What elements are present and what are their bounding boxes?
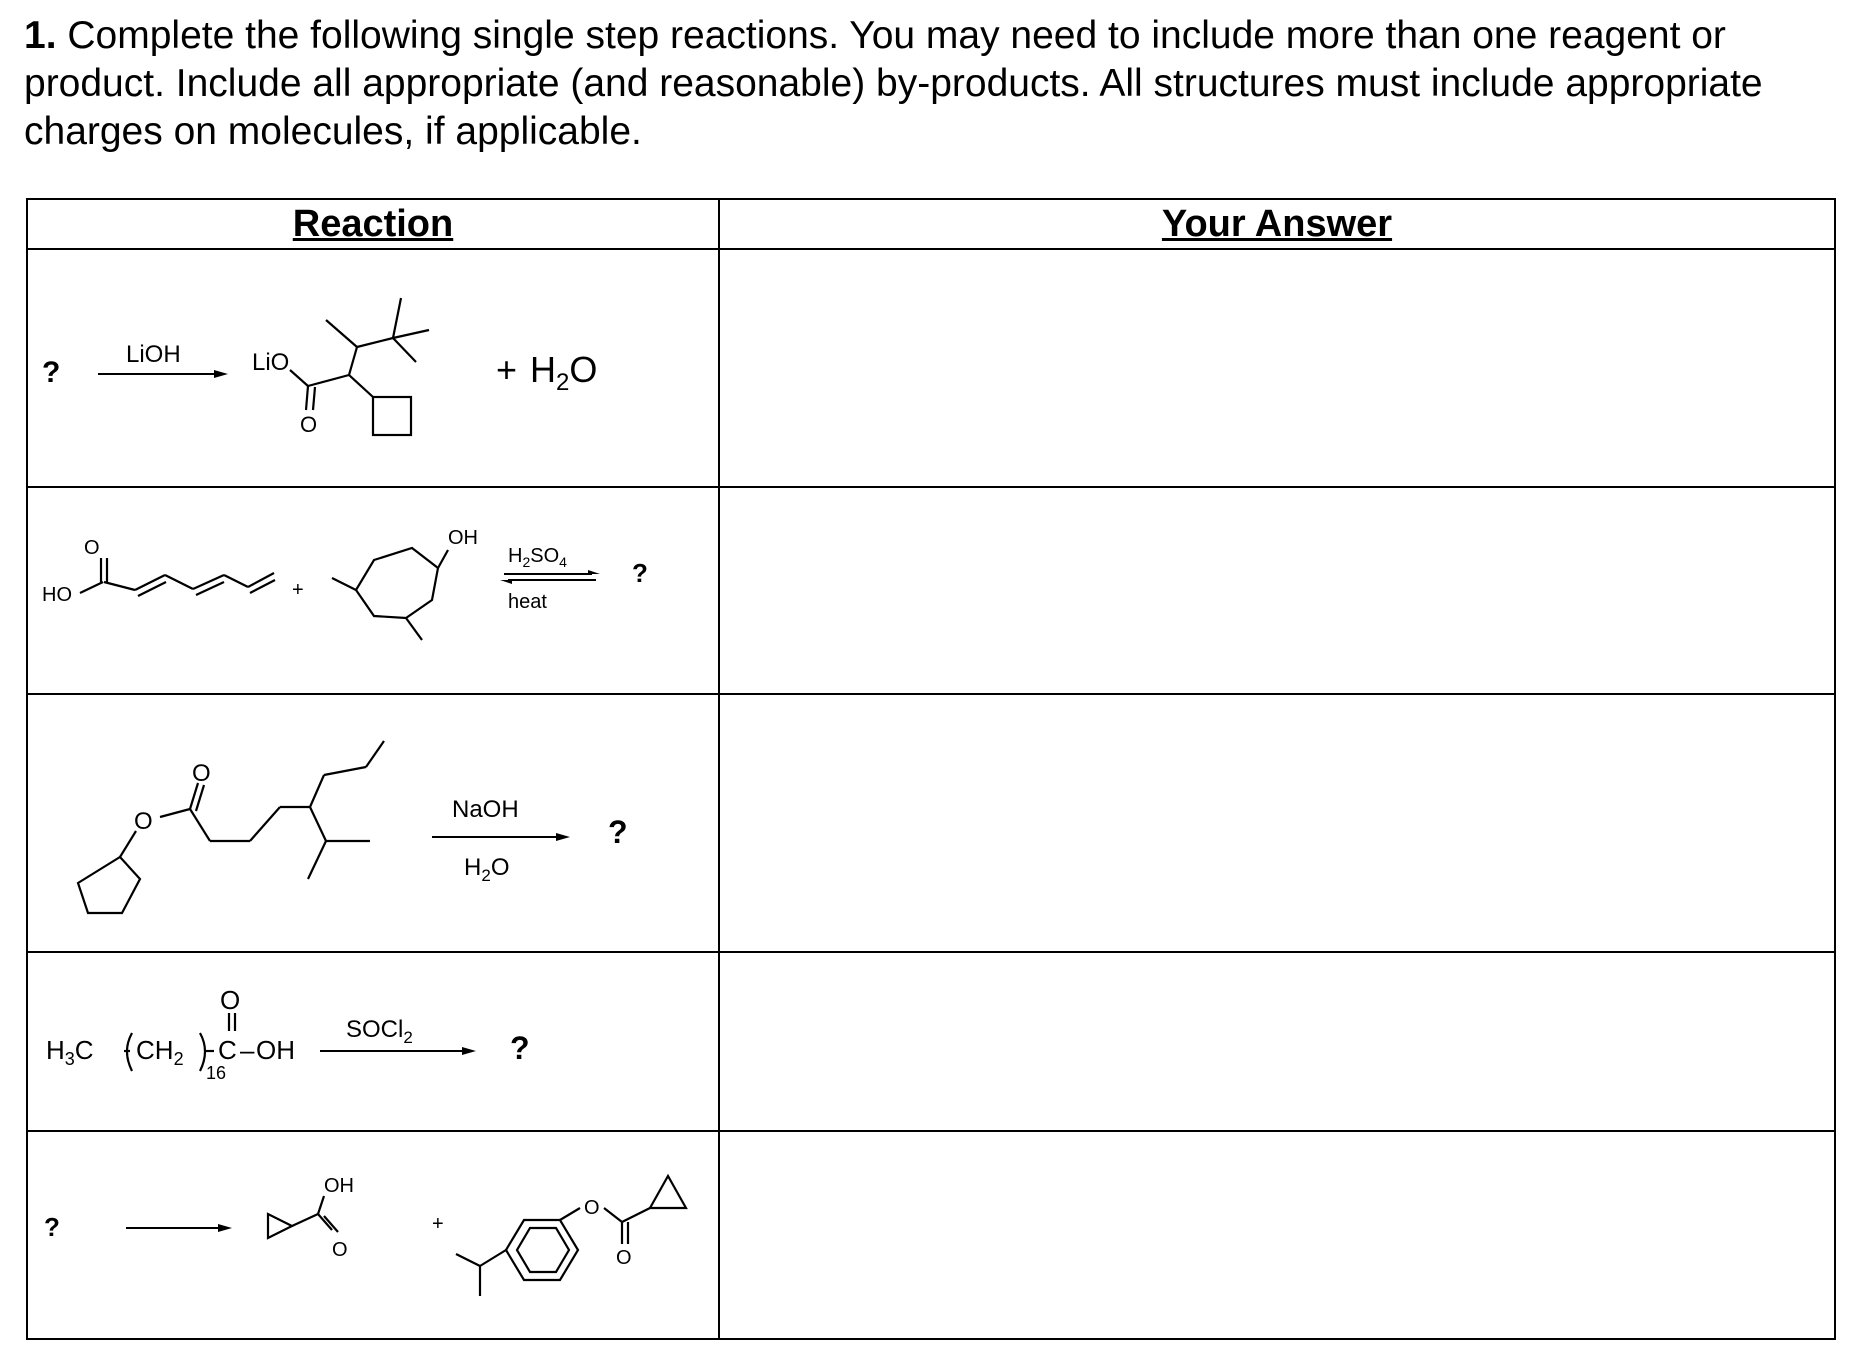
reaction-scheme-2 xyxy=(28,488,720,692)
reaction-cell-1 xyxy=(27,249,719,487)
carbonyl-oxygen: O xyxy=(84,537,100,560)
reaction-cell-5 xyxy=(27,1131,719,1339)
water-byproduct: $H_2O$ xyxy=(530,349,598,397)
unknown-mark: ? xyxy=(42,356,61,390)
ester-carbonyl-oxygen: O xyxy=(616,1246,632,1269)
reagent-thionyl-chloride: SOCl$_2$ xyxy=(346,1016,413,1048)
reaction-row-5 xyxy=(27,1131,1835,1339)
reaction-row-3 xyxy=(27,694,1835,952)
question-body: Complete the following single step reactions. You may need to include more than one reagent or product. Include all appropriate (and reasonable) by-products. All structures must include appropriate charges on molecules, if applicable. xyxy=(24,14,1763,153)
hydroxyl-label: OH xyxy=(324,1174,354,1197)
carbonyl-oxygen: O xyxy=(332,1238,348,1261)
cyclopentyl-ester-structure xyxy=(78,741,384,913)
condition-heat: heat xyxy=(508,591,547,614)
reaction-scheme-5 xyxy=(28,1132,720,1338)
arrow-head xyxy=(214,370,228,378)
question-number: 1. xyxy=(24,14,57,57)
cyclopropanecarboxylic-acid-structure xyxy=(268,1196,338,1238)
reaction-scheme-4 xyxy=(28,953,720,1129)
reaction-cell-4 xyxy=(27,952,719,1130)
answer-cell-5[interactable] xyxy=(719,1131,1835,1339)
plus-sign: + xyxy=(496,349,518,391)
arrow-head xyxy=(556,833,570,841)
arrow-head xyxy=(218,1224,232,1232)
reverse-arrow-head xyxy=(500,580,512,584)
ester-oxygen: O xyxy=(134,807,153,835)
header-your-answer: Your Answer xyxy=(719,199,1835,249)
reagent-sulfuric-acid: $H_2SO_4$ xyxy=(508,545,567,571)
reaction-table xyxy=(26,198,1836,1340)
reaction-row-4 xyxy=(27,952,1835,1130)
ester-oxygen: O xyxy=(584,1196,600,1219)
forward-arrow-head xyxy=(588,570,600,574)
reaction-row-2 xyxy=(27,487,1835,693)
reaction-scheme-3 xyxy=(28,695,720,951)
dienoic-acid-structure xyxy=(80,558,275,596)
plus-sign: + xyxy=(292,579,304,602)
reaction-row-1 xyxy=(27,249,1835,487)
reagent-naoh: NaOH xyxy=(452,795,519,823)
ho-label: HO xyxy=(42,584,72,607)
carboxyl-carbon: C xyxy=(218,1035,237,1066)
repeat-count: 16 xyxy=(206,1063,227,1084)
carbonyl-oxygen: O xyxy=(300,412,318,438)
bond-dash: – xyxy=(240,1035,255,1066)
answer-cell-3[interactable] xyxy=(719,694,1835,952)
methylene-unit: $CH_2$ xyxy=(136,1035,184,1070)
unknown-mark: ? xyxy=(510,1030,530,1067)
reaction-cell-3 xyxy=(27,694,719,952)
question-text xyxy=(24,12,1834,156)
reaction-scheme-1 xyxy=(28,250,720,486)
stearic-acid-formula: $H_3C$ xyxy=(46,1035,94,1070)
reagent-lioh: LiOH xyxy=(126,341,181,369)
unknown-mark: ? xyxy=(632,558,648,589)
hydroxyl-label: OH xyxy=(448,527,478,550)
answer-cell-1[interactable] xyxy=(719,249,1835,487)
unknown-mark: ? xyxy=(44,1211,60,1242)
hydroxyl-label: OH xyxy=(256,1035,295,1066)
cycloheptanol-structure xyxy=(332,548,448,640)
header-reaction: Reaction xyxy=(27,199,719,249)
reaction-cell-2 xyxy=(27,487,719,693)
solvent-water: $H_2O$ xyxy=(464,853,510,885)
answer-cell-2[interactable] xyxy=(719,487,1835,693)
aryl-ester-structure xyxy=(456,1176,686,1296)
plus-sign: + xyxy=(432,1212,444,1235)
answer-cell-4[interactable] xyxy=(719,952,1835,1130)
arrow-head xyxy=(462,1047,476,1055)
carbonyl-oxygen: O xyxy=(192,759,211,787)
carbonyl-oxygen: O xyxy=(220,985,241,1016)
unknown-mark: ? xyxy=(608,813,628,850)
lio-label: LiO xyxy=(252,349,290,377)
